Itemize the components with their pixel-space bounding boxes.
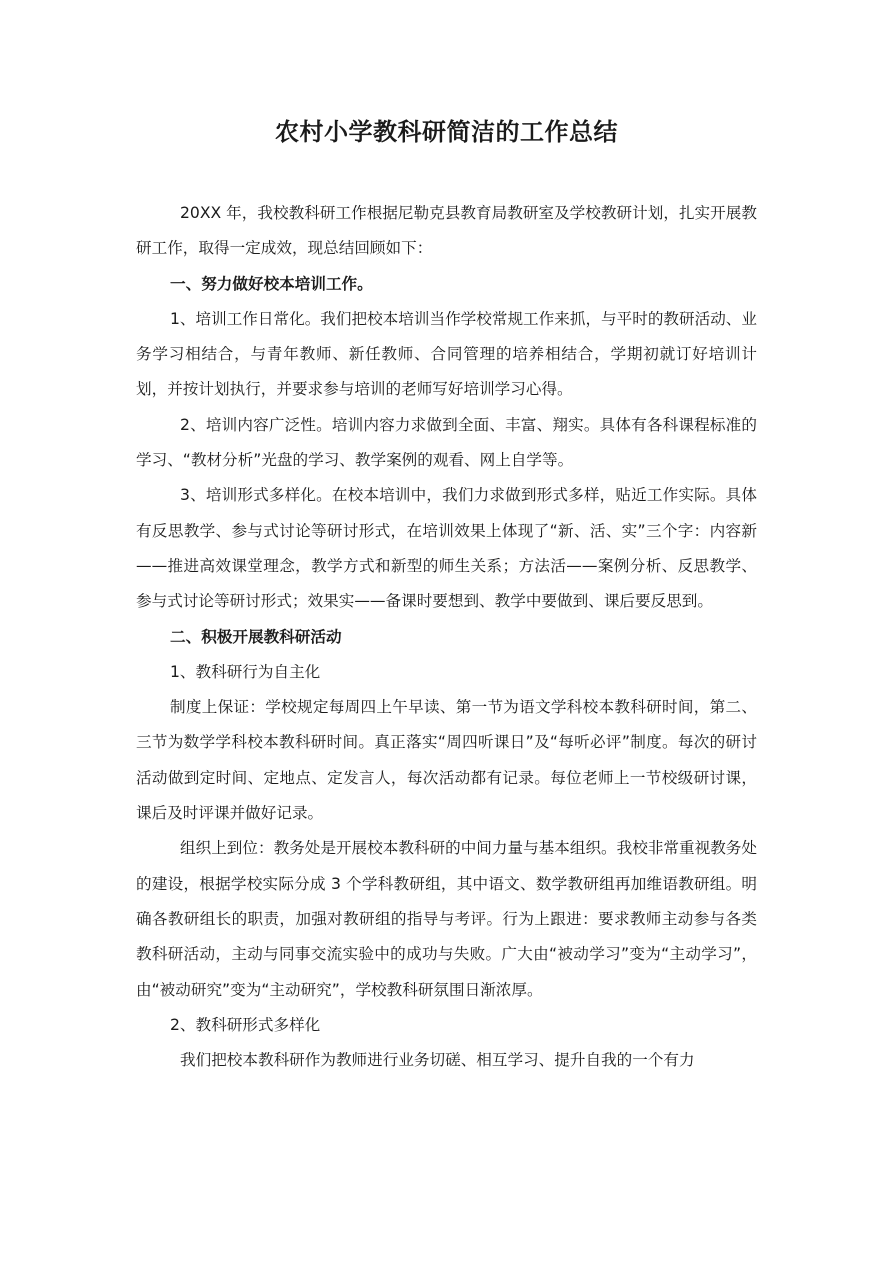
section-heading: 二、积极开展教科研活动 <box>170 627 342 646</box>
paragraph: 2、培训内容广泛性。培训内容力求做到全面、丰富、翔实。具体有各科课程标准的学习、“教材分析”光盘的学习、教学案例的观看、网上自学等。 <box>136 415 757 470</box>
paragraph: 组织上到位：教务处是开展校本教科研的中间力量与基本组织。我校非常重视教务处的建设，根据学校实际分成 3 个学科教研组，其中语文、数学教研组再加维语教研组。明确各教研组长的职责，加强对教研组的指导与考评。行为上跟进：要求教师主动参与各类教科研活动，主动与同事交流实验中的成功与失败。广大由“被动学习”变为“主动学习”，由“被动研究”变为“主动研究”，学校教科研氛围日渐浓厚。 <box>136 839 757 999</box>
paragraph: 制度上保证：学校规定每周四上午早读、第一节为语文学科校本教科研时间，第二、三节为数学学科校本教科研时间。真正落实“周四听课日”及“每听必评”制度。每次的研讨活动做到定时间、定地点、定发言人，每次活动都有记录。每位老师上一节校级研讨课，课后及时评课并做好记录。 <box>136 698 757 823</box>
paragraph: 我们把校本教科研作为教师进行业务切磋、相互学习、提升自我的一个有力 <box>180 1051 695 1070</box>
section-heading: 一、努力做好校本培训工作。 <box>170 274 373 293</box>
paragraph: 3、培训形式多样化。在校本培训中，我们力求做到形式多样，贴近工作实际。具体有反思教学、参与式讨论等研讨形式，在培训效果上体现了“新、活、实”三个字：内容新——推进高效课堂理念，教学方式和新型的师生关系；方法活——案例分析、反思教学、参与式讨论等研讨形式；效果实——备课时要想到、教学中要做到、课后要反思到。 <box>136 486 757 611</box>
subsection-heading: 2、教科研形式多样化 <box>170 1015 321 1034</box>
document-title: 农村小学教科研简洁的工作总结 <box>275 118 618 146</box>
paragraph: 20XX 年，我校教科研工作根据尼勒克县教育局教研室及学校教研计划，扎实开展教研工作，取得一定成效，现总结回顾如下： <box>136 204 757 258</box>
document-body <box>136 196 757 1078</box>
paragraph: 1、培训工作日常化。我们把校本培训当作学校常规工作来抓，与平时的教研活动、业务学习相结合，与青年教师、新任教师、合同管理的培养相结合，学期初就订好培训计划，并按计划执行，并要求参与培训的老师写好培训学习心得。 <box>136 309 757 399</box>
subsection-heading: 1、教科研行为自主化 <box>170 662 321 681</box>
